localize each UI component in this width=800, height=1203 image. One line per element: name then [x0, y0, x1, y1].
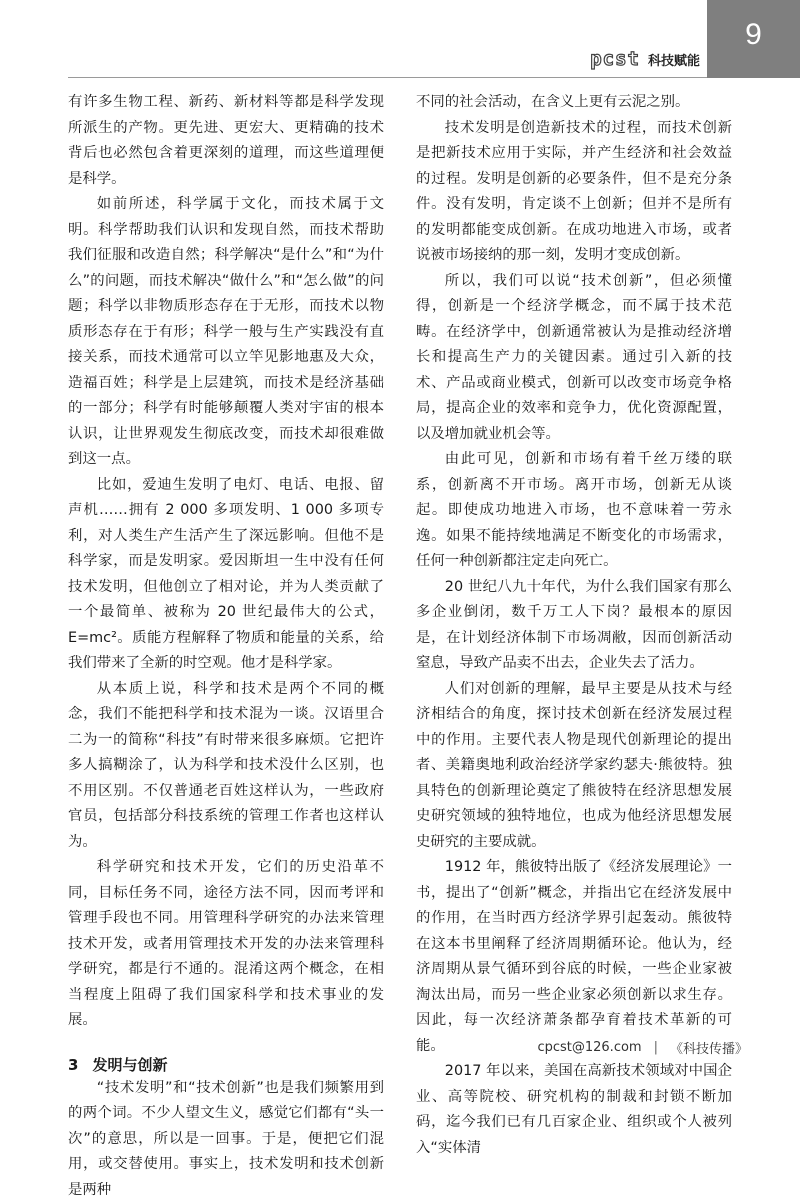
- section-title: 发明与创新: [92, 1056, 167, 1074]
- page-number: 9: [745, 18, 762, 52]
- right-column: [416, 90, 732, 1161]
- paragraph: 人们对创新的理解，最早主要是从技术与经济相结合的角度，探讨技术创新在经济发展过程中的作用。主要代表人物是现代创新理论的提出者、美籍奥地利政治经济学家约瑟夫·熊彼特。独具特色的创新理论奠定了熊彼特在经济思想发展史研究领域的独特地位，也成为他经济思想发展史研究的主要成就。: [416, 677, 732, 856]
- page-number-tab: [707, 0, 800, 78]
- journal-logo: pcst: [590, 48, 640, 70]
- paragraph: 技术发明是创造新技术的过程，而技术创新是把新技术应用于实际，并产生经济和社会效益的过程。发明是创新的必要条件，但不是充分条件。没有发明，肯定谈不上创新；但并不是所有的发明都能变成创新。在成功地进入市场，或者说被市场接纳的那一刻，发明才变成创新。: [416, 116, 732, 269]
- header-divider: [68, 77, 707, 78]
- paragraph: 如前所述，科学属于文化，而技术属于文明。科学帮助我们认识和发现自然，而技术帮助我们征服和改造自然；科学解决“是什么”和“为什么”的问题，而技术解决“做什么”和“怎么做”的问题；科学以非物质形态存在于无形，而技术以物质形态存在于有形；科学一般与生产实践没有直接关系，而技术通常可以立竿见影地惠及大众，造福百姓；科学是上层建筑，而技术是经济基础的一部分；科学有时能够颠覆人类对宇宙的根本认识，让世界观发生彻底改变，而技术却很难做到这一点。: [68, 192, 384, 473]
- paragraph: 20 世纪八九十年代，为什么我们国家有那么多企业倒闭，数千万工人下岗？最根本的原因是，在计划经济体制下市场凋敝，因而创新活动窒息，导致产品卖不出去，企业失去了活力。: [416, 575, 732, 677]
- section-number: 3: [68, 1056, 78, 1074]
- paragraph: “技术发明”和“技术创新”也是我们频繁用到的两个词。不少人望文生义，感觉它们都有“头一次”的意思，所以是一回事。于是，便把它们混用，或交替使用。事实上，技术发明和技术创新是两种: [68, 1076, 384, 1203]
- paragraph: 1912 年，熊彼特出版了《经济发展理论》一书，提出了“创新”概念，并指出它在经济发展中的作用，在当时西方经济学界引起轰动。熊彼特在这本书里阐释了经济周期循环论。他认为，经济周期从景气循环到谷底的时候，一些企业家被淘汰出局，而另一些企业家必须创新以求生存。因此，每一次经济萧条都孕育着技术革新的可能。: [416, 855, 732, 1059]
- paragraph: 由此可见，创新和市场有着千丝万缕的联系，创新离不开市场。离开市场，创新无从谈起。即使成功地进入市场，也不意味着一劳永逸。如果不能持续地满足不断变化的市场需求，任何一种创新都注定走向死亡。: [416, 447, 732, 575]
- running-header: [590, 48, 700, 70]
- paragraph: 2017 年以来，美国在高新技术领域对中国企业、高等院校、研究机构的制裁和封锁不断加码，迄今我们已有几百家企业、组织或个人被列入“实体清: [416, 1059, 732, 1161]
- paragraph: 不同的社会活动，在含义上更有云泥之别。: [416, 90, 732, 116]
- page-footer: [537, 1038, 748, 1057]
- footer-separator: |: [654, 1040, 658, 1055]
- journal-name: 《科技传播》: [670, 1038, 748, 1057]
- section-heading: [68, 1054, 384, 1076]
- paragraph: 有许多生物工程、新药、新材料等都是科学发现所派生的产物。更先进、更宏大、更精确的技术背后也必然包含着更深刻的道理，而这些道理便是科学。: [68, 90, 384, 192]
- section-name: 科技赋能: [648, 50, 700, 69]
- contact-email[interactable]: cpcst@126.com: [537, 1040, 641, 1055]
- paragraph: 科学研究和技术开发，它们的历史沿革不同，目标任务不同，途径方法不同，因而考评和管理手段也不同。用管理科学研究的办法来管理技术开发，或者用管理技术开发的办法来管理科学研究，都是行不通的。混淆这两个概念，在相当程度上阻碍了我们国家科学和技术事业的发展。: [68, 855, 384, 1034]
- paragraph: 所以，我们可以说“技术创新”，但必须懂得，创新是一个经济学概念，而不属于技术范畴。在经济学中，创新通常被认为是推动经济增长和提高生产力的关键因素。通过引入新的技术、产品或商业模式，创新可以改变市场竞争格局，提高企业的效率和竞争力，优化资源配置，以及增加就业机会等。: [416, 269, 732, 448]
- left-column: [68, 90, 384, 1203]
- paragraph: 比如，爱迪生发明了电灯、电话、电报、留声机……拥有 2 000 多项发明、1 000 多项专利，对人类生产生活产生了深远影响。但他不是科学家，而是发明家。爱因斯坦一生中没有任何技术发明，但他创立了相对论，并为人类贡献了一个最简单、被称为 20 世纪最伟大的公式，E=mc²。质能方程解释了物质和能量的关系，给我们带来了全新的时空观。他才是科学家。: [68, 473, 384, 677]
- paragraph: 从本质上说，科学和技术是两个不同的概念，我们不能把科学和技术混为一谈。汉语里合二为一的简称“科技”有时带来很多麻烦。它把许多人搞糊涂了，认为科学和技术没什么区别，也不用区别。不仅普通老百姓这样认为，一些政府官员，包括部分科技系统的管理工作者也这样认为。: [68, 677, 384, 856]
